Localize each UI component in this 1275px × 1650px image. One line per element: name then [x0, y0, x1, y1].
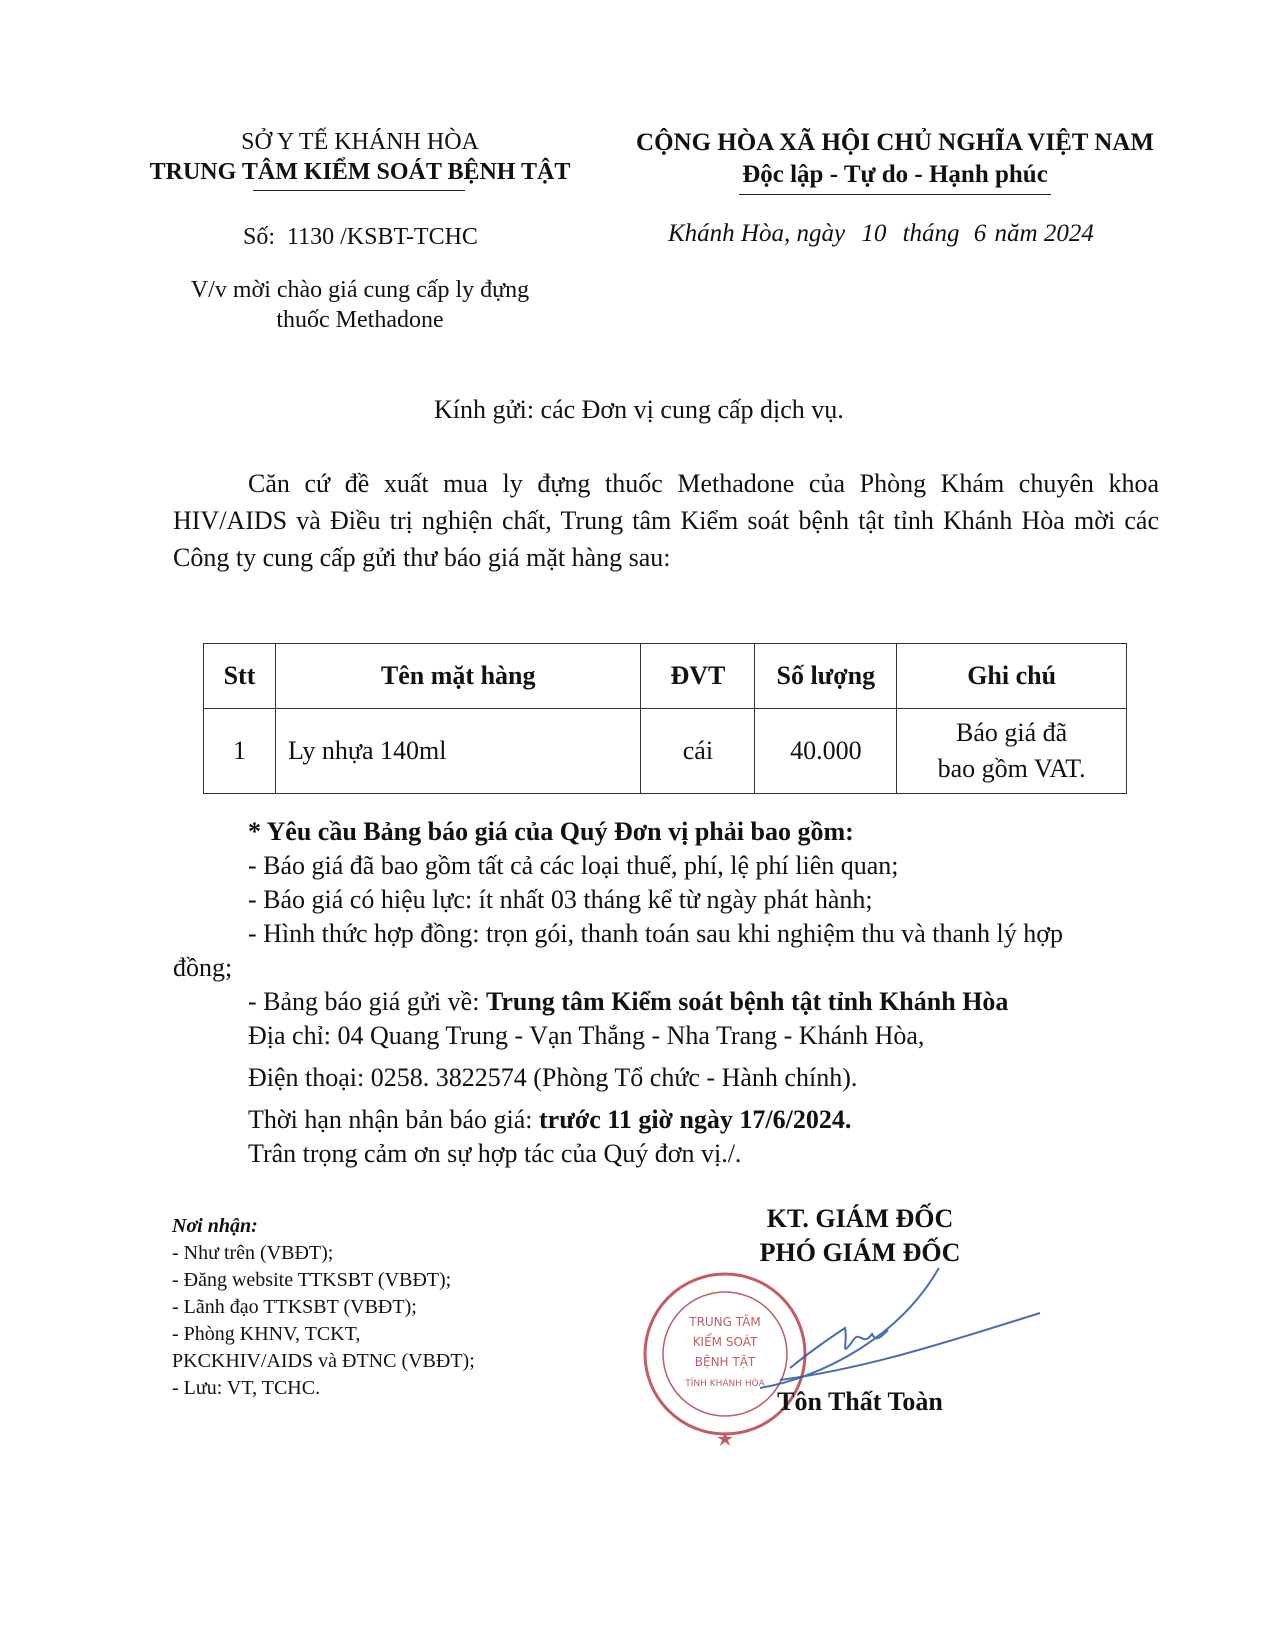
cell-note	[897, 709, 1127, 794]
recipient-item: - Phòng KHNV, TCKT,	[172, 1323, 361, 1345]
recipient-item: - Lãnh đạo TTKSBT (VBĐT);	[172, 1296, 417, 1318]
note-line-1: Báo giá đã	[956, 718, 1068, 747]
send-to-label: - Bảng báo giá gửi về:	[248, 987, 486, 1016]
subject-line-2: thuốc Methadone	[276, 307, 444, 333]
date-month-label: tháng	[902, 220, 960, 247]
subject-line-1: V/v mời chào giá cung cấp ly đựng	[190, 277, 530, 303]
requirements-block	[173, 815, 1163, 1171]
date-line	[668, 218, 1148, 250]
items-table	[203, 643, 1127, 794]
salutation: Kính gửi: các Đơn vị cung cấp dịch vụ.	[434, 395, 844, 424]
stamp-line-1: TRUNG TÂM	[689, 1315, 761, 1329]
cell-quantity: 40.000	[755, 709, 897, 794]
send-to-org: Trung tâm Kiểm soát bệnh tật tỉnh Khánh Hòa	[485, 987, 1009, 1016]
col-quantity: Số lượng	[755, 644, 897, 709]
table-header-row	[204, 644, 1127, 709]
cell-stt: 1	[204, 709, 276, 794]
org-name: TRUNG TÂM KIỂM SOÁT BỆNH TẬT	[149, 159, 571, 185]
signature-line-2: PHÓ GIÁM ĐỐC	[759, 1238, 961, 1267]
signature-line-1: KT. GIÁM ĐỐC	[766, 1204, 954, 1233]
col-stt: Stt	[204, 644, 276, 709]
date-prefix: Khánh Hòa, ngày	[668, 220, 846, 247]
dept-name: SỞ Y TẾ KHÁNH HÒA	[241, 129, 479, 155]
phone-line: Điện thoại: 0258. 3822574 (Phòng Tổ chức - Hành chính).	[248, 1063, 858, 1092]
requirement-item-1: - Báo giá đã bao gồm tất cả các loại thuế, phí, lệ phí liên quan;	[248, 851, 899, 880]
requirements-title: * Yêu cầu Bảng báo giá của Quý Đơn vị phải bao gồm:	[248, 817, 854, 846]
send-to-line	[173, 985, 1163, 1019]
requirement-item-2: - Báo giá có hiệu lực: ít nhất 03 tháng kể từ ngày phát hành;	[248, 885, 873, 914]
signature-title	[710, 1202, 1010, 1270]
recipients-block	[172, 1213, 475, 1402]
date-month: 6	[973, 220, 987, 247]
col-note: Ghi chú	[897, 644, 1127, 709]
table-row	[204, 709, 1127, 794]
date-day: 10	[861, 220, 887, 247]
doc-number	[243, 222, 573, 252]
doc-no-value: 1130	[287, 224, 335, 250]
recipient-item: - Như trên (VBĐT);	[172, 1242, 334, 1264]
doc-no-suffix: /KSBT-TCHC	[340, 224, 478, 250]
requirement-item-3-cont: đồng;	[173, 953, 233, 982]
stamp-line-2: KIỂM SOÁT	[692, 1335, 758, 1349]
intro-paragraph: Căn cứ đề xuất mua ly đựng thuốc Methadone của Phòng Khám chuyên khoa HIV/AIDS và Điều trị nghiện chất, Trung tâm Kiểm soát bệnh tật tỉnh Khánh Hòa mời các Công ty cung cấp gửi thư báo giá mặt hàng sau:	[173, 469, 1159, 572]
cell-item-name: Ly nhựa 140ml	[275, 709, 641, 794]
col-unit: ĐVT	[641, 644, 755, 709]
stamp-line-4: TỈNH KHÁNH HÒA	[685, 1379, 765, 1389]
requirement-item-3: - Hình thức hợp đồng: trọn gói, thanh toán sau khi nghiệm thu và thanh lý hợp	[248, 919, 1063, 948]
header-left	[140, 127, 580, 187]
deadline-value: trước 11 giờ ngày 17/6/2024.	[539, 1105, 852, 1134]
address-line: Địa chỉ: 04 Quang Trung - Vạn Thắng - Nha Trang - Khánh Hòa,	[248, 1021, 925, 1050]
deadline-line	[173, 1103, 1163, 1137]
header-left-underline	[253, 190, 465, 191]
motto: Độc lập - Tự do - Hạnh phúc	[742, 161, 1048, 188]
header-right	[630, 127, 1160, 191]
stamp-line-3: BỆNH TẬT	[694, 1355, 756, 1369]
deadline-label: Thời hạn nhận bản báo giá:	[248, 1105, 540, 1134]
thanks-line: Trân trọng cảm ơn sự hợp tác của Quý đơn vị./.	[248, 1139, 742, 1168]
subject	[140, 275, 580, 335]
stamp-and-signature	[640, 1268, 1100, 1458]
note-line-2: bao gồm VAT.	[937, 754, 1086, 783]
date-year: năm 2024	[994, 220, 1094, 247]
recipients-title: Nơi nhận:	[172, 1215, 258, 1237]
recipient-item: - Đăng website TTKSBT (VBĐT);	[172, 1269, 452, 1291]
official-stamp-icon	[645, 1274, 805, 1446]
doc-no-label: Số:	[243, 224, 276, 250]
recipient-item: - Lưu: VT, TCHC.	[172, 1377, 321, 1399]
header-right-underline	[739, 194, 1051, 195]
recipient-item: PKCKHIV/AIDS và ĐTNC (VBĐT);	[172, 1350, 475, 1372]
nation-name: CỘNG HÒA XÃ HỘI CHỦ NGHĨA VIỆT NAM	[636, 129, 1154, 156]
cell-unit: cái	[641, 709, 755, 794]
col-item-name: Tên mặt hàng	[275, 644, 641, 709]
signer-name: Tôn Thất Toàn	[777, 1387, 943, 1416]
